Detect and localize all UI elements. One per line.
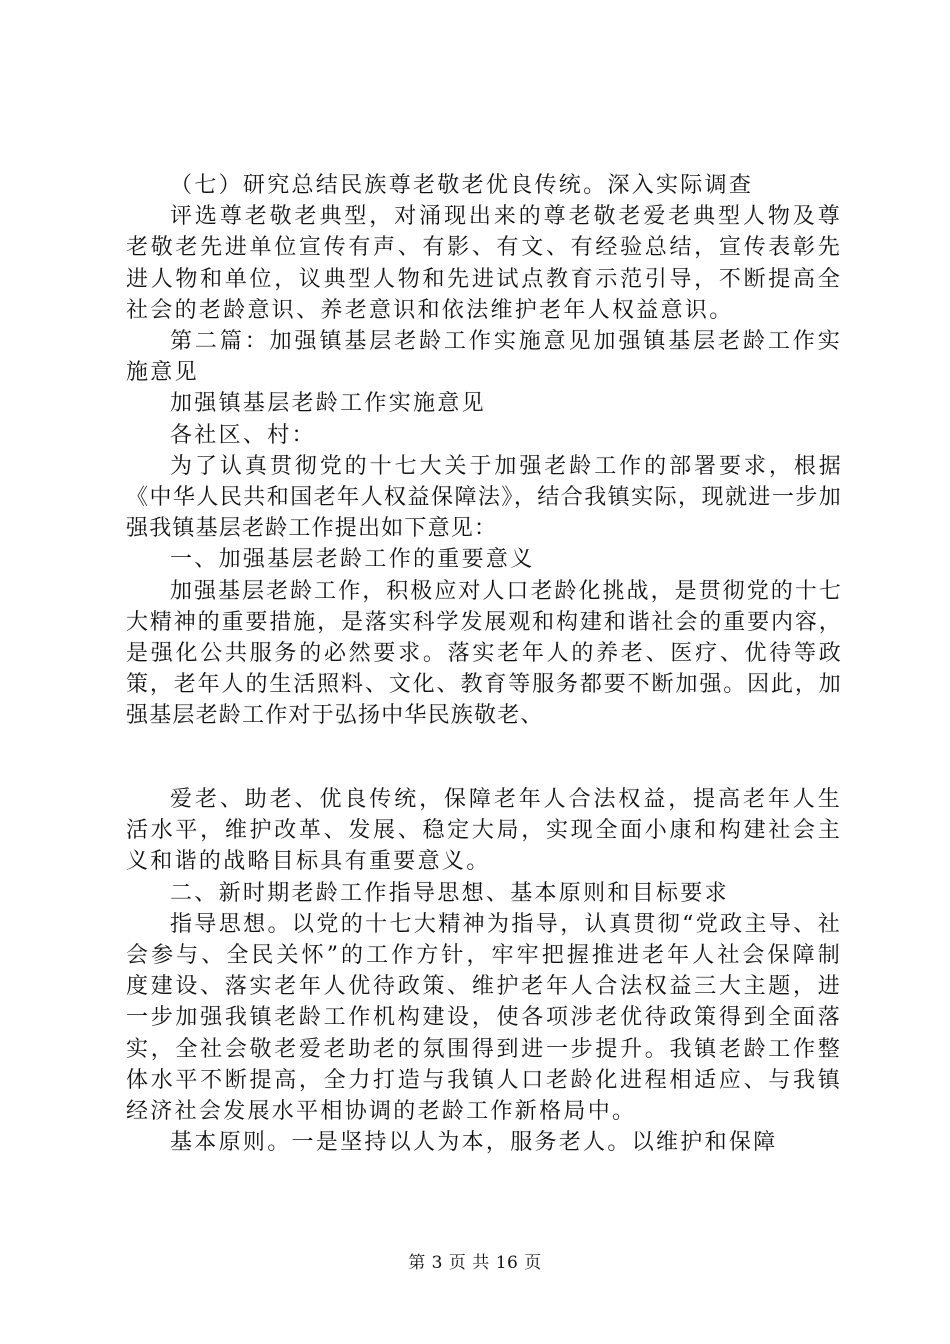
paragraph-addressee: 各社区、村： [170, 422, 316, 448]
paragraph-select-models: 评选尊老敬老典型，对涌现出来的尊老敬老爱老典型人物及尊老敬老先进单位宣传有声、有影、有文、有经验总结，宣传表彰先进人物和单位，议典型人物和先进试点教育示范引导，不断提高全社会的老龄意识、养老意识和依法维护老年人权益意识。 [126, 204, 842, 323]
page-number-footer: 第 3 页 共 16 页 [408, 1253, 542, 1273]
text-block-top [126, 170, 842, 732]
text-block-bottom [126, 784, 842, 1158]
paragraph-importance: 加强基层老龄工作，积极应对人口老龄化挑战，是贯彻党的十七大精神的重要措施，是落实科学发展观和构建和谐社会的重要内容，是强化公共服务的必然要求。落实老年人的养老、医疗、优待等政策，老年人的生活照料、文化、教育等服务都要不断加强。因此，加强基层老龄工作对于弘扬中华民族敬老、 [126, 578, 842, 729]
paragraph-basic-principles: 基本原则。一是坚持以人为本，服务老人。以维护和保障 [170, 1130, 778, 1156]
paragraph-document-title: 加强镇基层老龄工作实施意见 [170, 391, 486, 417]
heading-section-two: 二、新时期老龄工作指导思想、基本原则和目标要求 [170, 880, 729, 906]
heading-section-one: 一、加强基层老龄工作的重要意义 [170, 547, 535, 573]
paragraph-section-seven: （七）研究总结民族尊老敬老优良传统。深入实际调查 [170, 173, 754, 198]
paragraph-importance-continued: 爱老、助老、优良传统，保障老年人合法权益，提高老年人生活水平，维护改革、发展、稳定大局，实现全面小康和构建社会主义和谐的战略目标具有重要意义。 [126, 787, 842, 875]
paragraph-guiding-thought: 指导思想。以党的十七大精神为指导，认真贯彻“党政主导、社会参与、全民关怀”的工作方针，牢牢把握推进老年人社会保障制度建设、落实老年人优待政策、维护老年人合法权益三大主题，进一步加强我镇老龄工作机构建设，使各项涉老优待政策得到全面落实，全社会敬老爱老助老的氛围得到进一步提升。我镇老龄工作整体水平不断提高，全力打造与我镇人口老龄化进程相适应、与我镇经济社会发展水平相协调的老龄工作新格局中。 [126, 911, 842, 1125]
paragraph-second-article-title: 第二篇：加强镇基层老龄工作实施意见加强镇基层老龄工作实施意见 [126, 329, 842, 386]
paragraph-intro: 为了认真贯彻党的十七大关于加强老龄工作的部署要求，根据《中华人民共和国老年人权益保障法》，结合我镇实际，现就进一步加强我镇基层老龄工作提出如下意见： [126, 453, 842, 542]
